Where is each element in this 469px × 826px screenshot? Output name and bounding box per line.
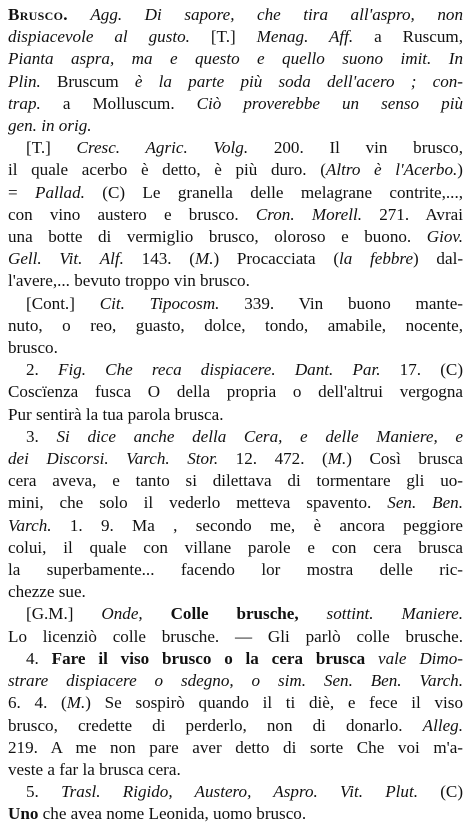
text-line [8,137,463,159]
text-segment: una botte di vermiglio brusco, oloroso e buono. [8,227,427,247]
text-segment: Colle brusche, [170,604,299,624]
text-segment: Uno [8,804,39,824]
text-segment: 200. Il vin brusco, [248,138,463,158]
text-segment: colui, il quale con villane parole e con cera brusca [8,537,463,557]
text-segment: M. [66,693,86,713]
text-segment: Bruscum [40,71,135,91]
text-segment: 339. Vin buono mante- [219,293,463,313]
text-segment: ) Procacciata ( [213,249,340,269]
text-segment: dispiacevole al gusto. [8,27,190,47]
text-line [8,581,463,603]
text-line [8,404,463,426]
text-line [8,315,463,337]
text-segment: Altro è l'Acerbo. [325,160,458,180]
text-segment: 12. 472. ( [218,449,328,469]
text-segment [68,5,91,24]
text-segment: Pallad. [35,182,85,202]
text-segment: nuto, o reo, guasto, dolce, tondo, amabile, nocente, [8,315,463,335]
text-segment: Pur sentirà la tua parola brusca. [8,404,224,424]
text-segment: [Cont.] [26,293,100,313]
text-line [8,759,463,781]
text-line [8,426,463,448]
text-line [8,603,463,625]
text-segment: Onde, [101,604,143,624]
text-segment: Plin. [8,71,41,91]
text-segment: 1. 9. Ma , secondo me, è ancora peggiore [51,515,463,535]
text-segment: 2. [26,360,58,380]
text-line [8,182,463,204]
text-segment: Ciò proverebbe un senso più [196,93,463,113]
text-segment: Agg. Di sapore, che tira all'aspro, non [90,5,463,24]
text-segment: Pianta aspra, ma e questo e quello suono imit. In [8,49,463,69]
text-line [8,648,463,670]
text-segment: strare dispiacere o sdegno, o sim. Sen. Ben. Varch. [8,671,463,691]
text-segment: Si dice anche della Cera, e delle Maniere, e [56,426,463,446]
text-segment: 17. (C) [380,360,463,380]
text-segment: 271. Avrai [362,204,463,224]
text-line [8,492,463,514]
text-segment: (C) Le granella delle melagrane contrite,..., [84,182,463,202]
text-segment: gen. in orig. [8,116,92,136]
text-segment: Trasl. Rigido, Austero, Aspro. Vit. Plut. [61,782,418,802]
text-line [8,71,463,93]
text-segment: Menag. Aff. [256,27,354,47]
text-line [8,670,463,692]
text-line [8,515,463,537]
text-segment: la febbre [339,249,414,269]
text-segment: ) dal- [413,249,463,269]
text-segment: che avea nome Leonida, uomo brusco. [38,804,307,824]
text-segment: Fig. Che reca dispiacere. Dant. Par. [58,360,381,380]
text-segment: M. [194,249,214,269]
text-segment: [G.M.] [26,604,102,624]
text-line [8,270,463,292]
text-segment: l'avere,... bevuto troppo vin brusco. [8,271,250,291]
text-segment: [T.] [189,27,257,47]
text-segment: = [8,182,36,202]
text-segment: (C) [417,782,463,802]
text-segment: 219. A me non pare aver detto di sorte Che voi m'a- [8,737,463,757]
text-segment: a Molluscum. [40,93,197,113]
text-segment: Lo licenziò colle brusche. — Gli parlò colle brusche. [8,626,463,646]
text-segment: Cresc. Agric. Volg. [76,138,249,158]
text-segment [365,649,378,668]
text-segment: brusco. [8,338,58,358]
text-segment: [T.] [26,138,77,158]
text-segment [143,604,171,623]
text-line [8,226,463,248]
text-segment: 3. [26,426,57,446]
text-segment: ) Se sospirò quando il ti diè, e fece il viso [85,693,463,713]
text-segment: M. [327,449,347,469]
text-segment: brusco, credette di perderlo, non di donarlo. [8,715,423,735]
text-segment: veste a far la brusca cera. [8,759,181,779]
text-line [8,559,463,581]
text-segment: è la parte più soda dell'acero ; con- [134,71,463,91]
text-segment: mini, che solo il vederlo metteva spavento. [8,493,388,513]
text-segment [299,604,327,623]
text-line [8,381,463,403]
text-segment: trap. [8,93,41,113]
text-line [8,737,463,759]
text-line [8,448,463,470]
text-segment: 6. 4. ( [8,693,67,713]
text-line [8,93,463,115]
text-line [8,470,463,492]
text-line [8,204,463,226]
text-segment: il quale acerbo è detto, è più duro. ( [8,160,326,180]
text-segment: Giov. [426,227,463,247]
text-segment: Coscïenza fusca O della propria o dell'altrui vergogna [8,382,463,402]
text-line [8,248,463,270]
text-line [8,337,463,359]
text-segment: Sen. Ben. [387,493,463,513]
text-line [8,159,463,181]
text-segment: con vino austero e brusco. [8,204,256,224]
text-segment: cera aveva, e tanto si dilettava di tormentare gli uo- [8,471,463,491]
text-segment: 4. [26,648,52,668]
text-segment: la superbamente... facendo lor mostra delle ric- [8,560,463,580]
text-segment: Gell. Vit. Alf. [8,249,124,269]
text-segment: Cron. Morell. [255,204,362,224]
text-segment: vale Dimo- [378,648,463,668]
text-segment: Cit. Tipocosm. [99,293,220,313]
text-segment: 143. ( [123,249,195,269]
text-segment: a Ruscum, [353,27,463,47]
text-segment: Varch. [8,515,52,535]
text-segment: chezze sue. [8,582,86,602]
text-segment: ) Così brusca [346,449,463,469]
text-line [8,692,463,714]
text-line [8,115,463,137]
text-line [8,537,463,559]
text-segment: Brusco. [8,5,68,24]
text-segment: ) [457,160,463,180]
text-line [8,626,463,648]
text-line [8,4,463,26]
text-segment: Alleg. [422,715,463,735]
text-line [8,803,463,825]
text-segment: sottint. Maniere. [326,604,463,624]
text-line [8,359,463,381]
text-line [8,26,463,48]
text-line [8,715,463,737]
text-line [8,48,463,70]
text-line [8,293,463,315]
text-segment: Fare il viso brusco o la cera brusca [51,648,366,668]
text-segment: 5. [26,782,62,802]
text-line [8,781,463,803]
text-segment: dei Discorsi. Varch. Stor. [8,449,219,469]
